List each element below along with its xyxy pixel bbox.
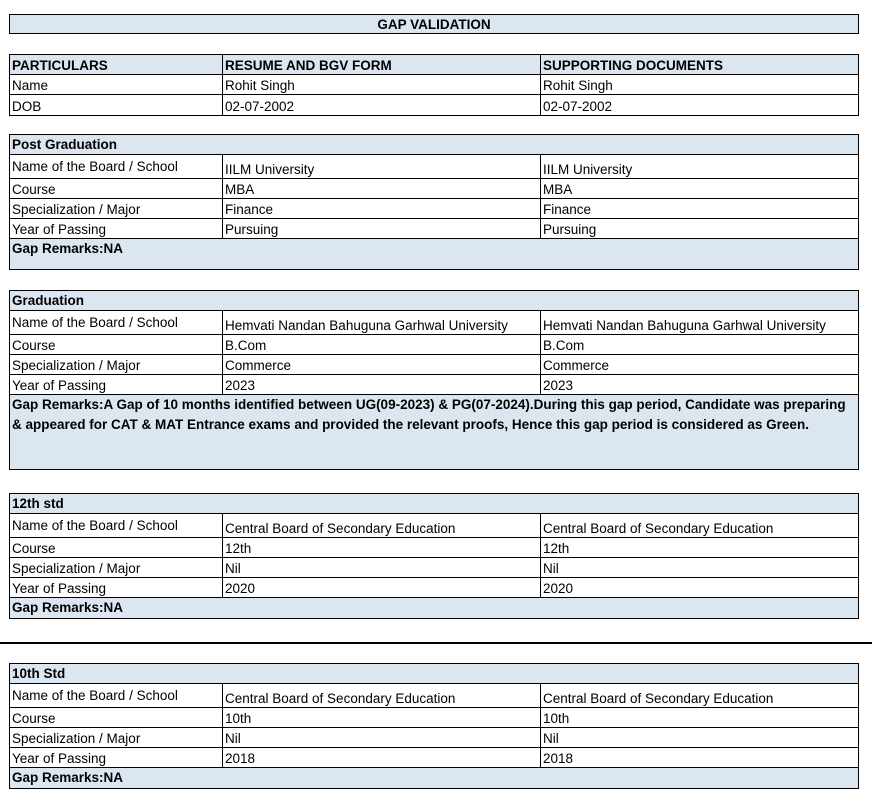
table-row (10, 375, 858, 395)
table-row (10, 355, 858, 375)
document-value: IILM University (543, 162, 633, 177)
row-label: Year of Passing (10, 219, 223, 238)
table-row (10, 95, 858, 115)
gap-remarks: Gap Remarks:NA (10, 239, 858, 269)
row-label: Course (10, 335, 223, 354)
table-row (10, 728, 858, 748)
resume-value: 02-07-2002 (223, 95, 541, 115)
row-label: Name of the Board / School (10, 155, 223, 178)
row-label: Course (10, 708, 223, 727)
row-label: Specialization / Major (10, 728, 223, 747)
resume-value: 2020 (223, 578, 541, 597)
resume-value: Hemvati Nandan Bahuguna Garhwal University (223, 311, 541, 334)
personal-table (9, 54, 859, 116)
table-row (10, 538, 858, 558)
document-value: Nil (543, 731, 559, 746)
row-label: Specialization / Major (10, 355, 223, 374)
resume-value: Pursuing (223, 219, 541, 238)
document-value: Pursuing (543, 222, 597, 237)
document-value: 12th (543, 541, 570, 556)
page-title: GAP VALIDATION (9, 14, 859, 34)
document-value: 2020 (543, 581, 574, 596)
row-label: Name of the Board / School (10, 684, 223, 707)
table-row (10, 514, 858, 538)
table-row (10, 219, 858, 239)
resume-value: Rohit Singh (223, 75, 541, 94)
row-label: Course (10, 179, 223, 198)
section-12th (9, 493, 859, 619)
table-row (10, 578, 858, 598)
table-row (10, 311, 858, 335)
document-value: Central Board of Secondary Education (543, 521, 774, 536)
table-row (10, 335, 858, 355)
table-row (10, 179, 858, 199)
header-resume: RESUME AND BGV FORM (223, 55, 541, 74)
table-row (10, 155, 858, 179)
table-row (10, 199, 858, 219)
table-row (10, 558, 858, 578)
header-particulars: PARTICULARS (10, 55, 223, 74)
row-label: Year of Passing (10, 748, 223, 767)
header-supporting: SUPPORTING DOCUMENTS (543, 58, 724, 73)
section-heading: 12th std (10, 494, 858, 514)
section-post-graduation (9, 134, 859, 270)
table-row (10, 708, 858, 728)
document-value: 02-07-2002 (543, 99, 613, 114)
table-row (10, 75, 858, 95)
gap-remarks: Gap Remarks:NA (10, 768, 858, 788)
page-divider (0, 642, 872, 644)
resume-value: IILM University (223, 155, 541, 178)
section-heading: 10th Std (10, 664, 858, 684)
resume-value: MBA (223, 179, 541, 198)
resume-value: Nil (223, 728, 541, 747)
document-value: 2018 (543, 751, 574, 766)
document-value: Commerce (543, 358, 610, 373)
resume-value: Commerce (223, 355, 541, 374)
document-value: 10th (543, 711, 570, 726)
resume-value: 10th (223, 708, 541, 727)
table-row (10, 748, 858, 768)
resume-value: Finance (223, 199, 541, 218)
resume-value: Central Board of Secondary Education (223, 514, 541, 537)
row-label: Year of Passing (10, 578, 223, 597)
document-value: Central Board of Secondary Education (543, 691, 774, 706)
section-10th (9, 663, 859, 789)
resume-value: 2023 (223, 375, 541, 394)
document-value: Rohit Singh (543, 78, 613, 93)
document-value: MBA (543, 182, 573, 197)
gap-remarks: Gap Remarks:NA (10, 598, 858, 618)
row-label: Specialization / Major (10, 199, 223, 218)
gap-remarks: Gap Remarks:A Gap of 10 months identified between UG(09-2023) & PG(07-2024).During this gap period, Candidate was preparing & appeared for CAT & MAT Entrance exams and provided the relevant proofs, Hence this gap period is considered as Green. (10, 395, 858, 469)
table-header-row (10, 55, 858, 75)
document-value: Hemvati Nandan Bahuguna Garhwal University (543, 318, 826, 333)
table-row (10, 684, 858, 708)
row-label: Name of the Board / School (10, 311, 223, 334)
row-label: Name (10, 75, 223, 94)
section-heading: Graduation (10, 291, 858, 311)
row-label: DOB (10, 95, 223, 115)
resume-value: Nil (223, 558, 541, 577)
resume-value: Central Board of Secondary Education (223, 684, 541, 707)
document-value: 2023 (543, 378, 574, 393)
row-label: Name of the Board / School (10, 514, 223, 537)
document-value: Nil (543, 561, 559, 576)
document-value: B.Com (543, 338, 585, 353)
row-label: Year of Passing (10, 375, 223, 394)
section-graduation (9, 290, 859, 470)
row-label: Specialization / Major (10, 558, 223, 577)
section-heading: Post Graduation (10, 135, 858, 155)
resume-value: 2018 (223, 748, 541, 767)
document-value: Finance (543, 202, 592, 217)
resume-value: 12th (223, 538, 541, 557)
row-label: Course (10, 538, 223, 557)
resume-value: B.Com (223, 335, 541, 354)
